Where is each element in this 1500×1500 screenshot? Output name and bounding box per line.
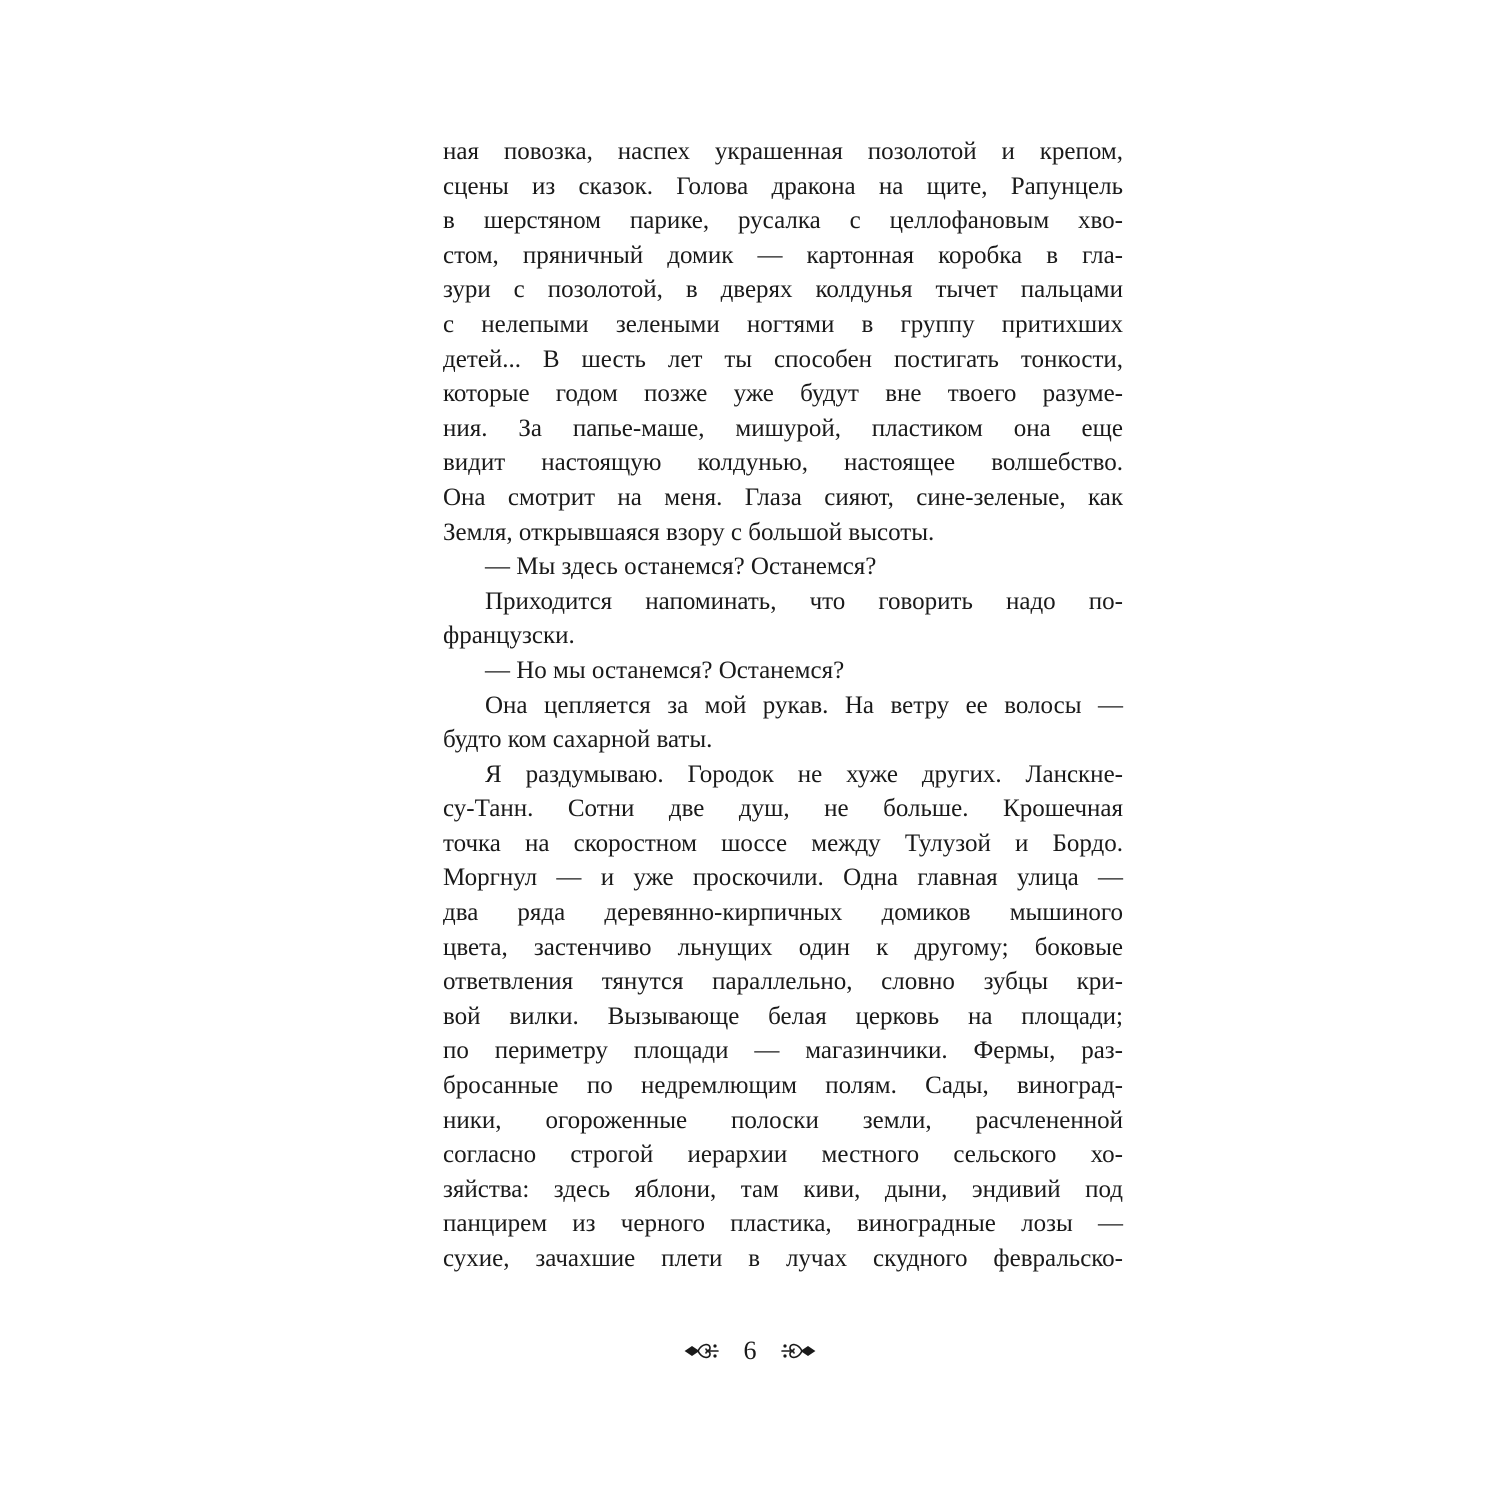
text-line: — Мы здесь останемся? Останемся? — [485, 553, 877, 581]
text-line: сцены из сказок. Голова дракона на щите, Рапунцель — [443, 172, 1123, 200]
text-line: в шерстяном парике, русалка с целлофановым хво- — [443, 207, 1123, 235]
text-line: два ряда деревянно-кирпичных домиков мышиного — [443, 899, 1123, 927]
text-line: Она цепляется за мой рукав. На ветру ее волосы — — [485, 691, 1123, 719]
flourish-ornament-icon — [684, 1337, 720, 1365]
text-line: ответвления тянутся параллельно, словно зубцы кри- — [443, 968, 1123, 996]
flourish-ornament-icon — [780, 1337, 816, 1365]
text-line: точка на скоростном шоссе между Тулузой и Бордо. — [443, 829, 1123, 857]
page-number: 6 — [743, 1336, 757, 1365]
text-line: ная повозка, наспех украшенная позолотой и крепом, — [443, 138, 1123, 165]
text-line: зури с позолотой, в дверях колдунья тычет пальцами — [443, 276, 1123, 304]
text-line: су-Танн. Сотни две душ, не больше. Крошечная — [443, 795, 1123, 823]
text-line: ния. За папье-маше, мишурой, пластиком она еще — [443, 414, 1123, 442]
text-line: бросанные по недремлющим полям. Сады, виноград- — [443, 1072, 1123, 1100]
text-line: цвета, застенчиво льнущих один к другому; боковые — [443, 933, 1123, 961]
text-line: французски. — [443, 622, 575, 650]
text-line: видит настоящую колдунью, настоящее волшебство. — [443, 449, 1123, 477]
text-line: Приходится напоминать, что говорить надо по- — [485, 587, 1123, 615]
text-line: Моргнул — и уже проскочили. Одна главная улица — — [443, 864, 1123, 892]
text-line: вой вилки. Вызывающе белая церковь на площади; — [443, 1002, 1123, 1030]
text-line: детей... В шесть лет ты способен постигать тонкости, — [443, 345, 1123, 373]
page-footer — [0, 1331, 1500, 1371]
text-line: ники, огороженные полоски земли, расчлененной — [443, 1106, 1123, 1134]
text-line: будто ком сахарной ваты. — [443, 726, 713, 754]
text-line: сухие, зачахшие плети в лучах скудного февральско- — [443, 1245, 1123, 1272]
text-line: стом, пряничный домик — картонная коробка в гла- — [443, 241, 1123, 269]
text-line: с нелепыми зелеными ногтями в группу притихших — [443, 310, 1123, 338]
text-line: Земля, открывшаяся взору с большой высоты. — [443, 518, 935, 546]
text-line: Я раздумываю. Городок не хуже других. Ланскне- — [485, 760, 1123, 788]
text-line: согласно строгой иерархии местного сельского хо- — [443, 1141, 1123, 1169]
body-text — [443, 135, 1123, 1277]
text-line: — Но мы останемся? Останемся? — [485, 656, 845, 684]
text-line: панцирем из черного пластика, виноградные лозы — — [443, 1210, 1123, 1238]
text-line: Она смотрит на меня. Глаза сияют, сине-зеленые, как — [443, 483, 1123, 511]
text-line: зяйства: здесь яблони, там киви, дыни, эндивий под — [443, 1175, 1123, 1203]
text-line: которые годом позже уже будут вне твоего разуме- — [443, 380, 1123, 408]
text-line: по периметру площади — магазинчики. Фермы, раз- — [443, 1037, 1123, 1065]
